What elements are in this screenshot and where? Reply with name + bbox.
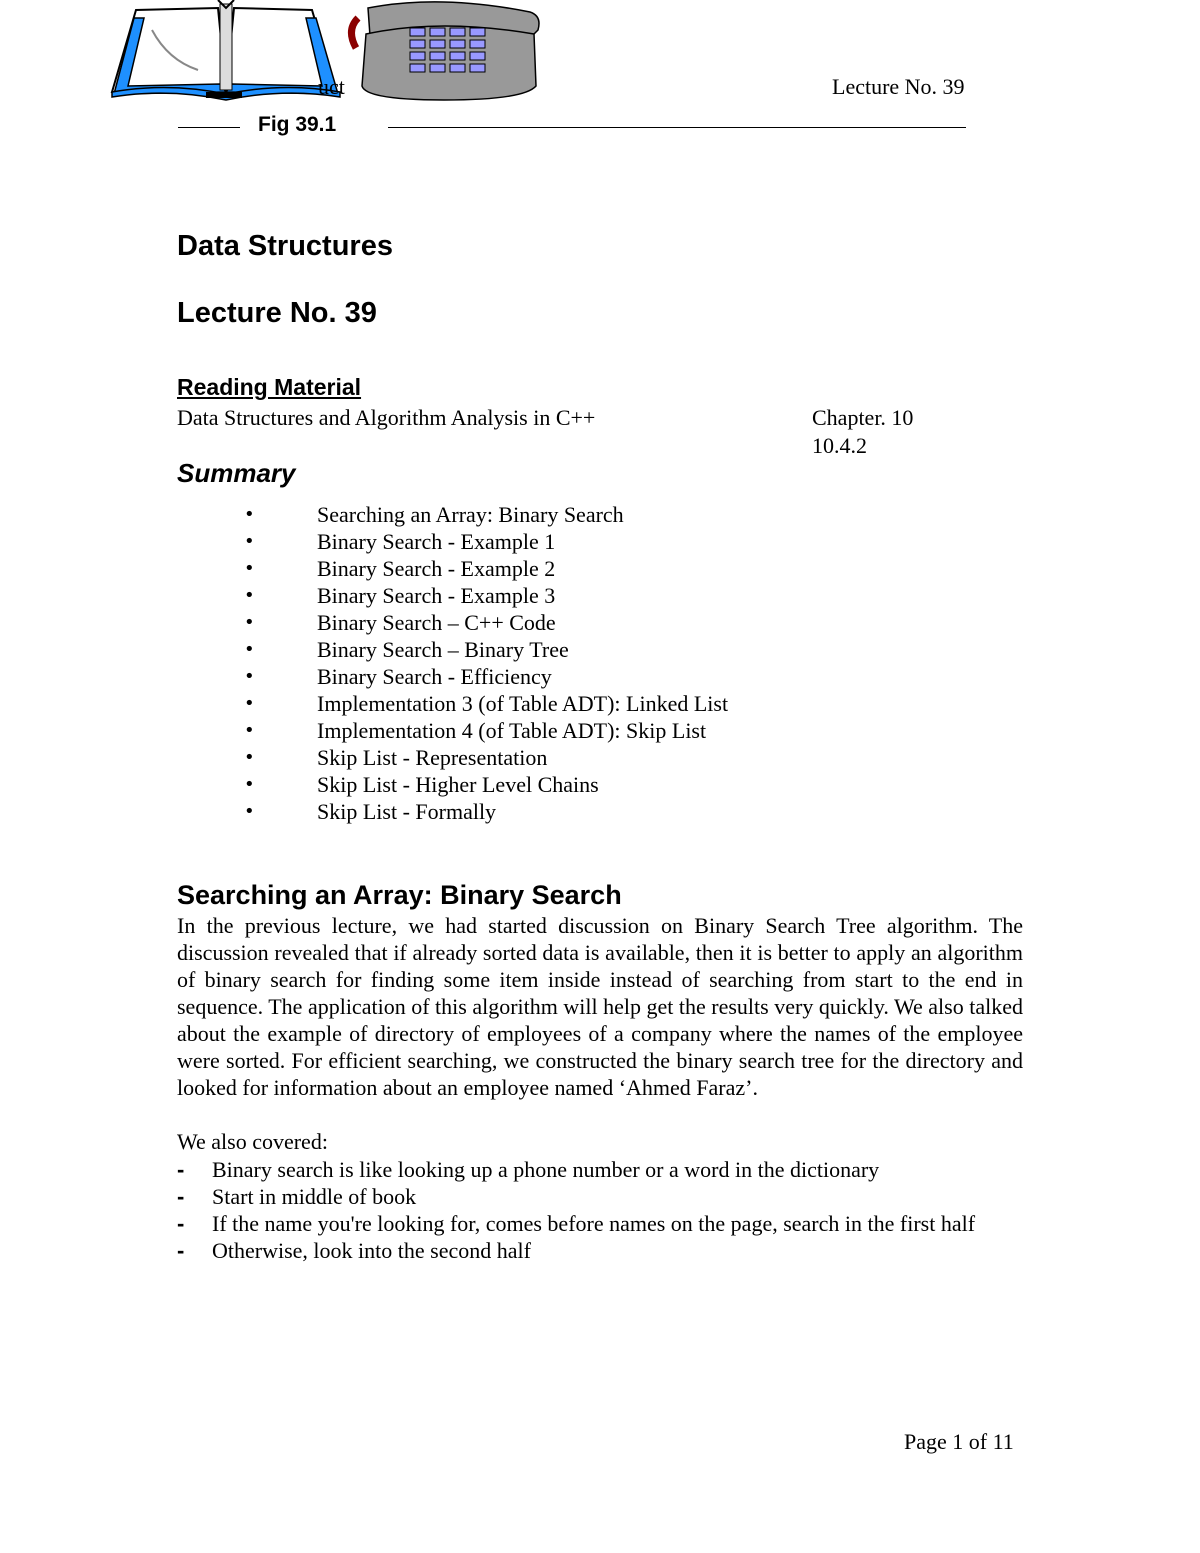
- summary-item-text: Skip List - Representation: [317, 745, 548, 770]
- summary-heading: Summary: [177, 458, 296, 488]
- covered-list: [177, 1156, 1023, 1264]
- summary-item-text: Binary Search - Example 3: [317, 583, 556, 608]
- summary-item-text: Binary Search - Efficiency: [317, 664, 552, 689]
- bullet-icon: •: [244, 639, 255, 660]
- open-book-icon: [108, 0, 344, 102]
- section-heading: Searching an Array: Binary Search: [177, 880, 622, 910]
- bullet-icon: •: [244, 558, 255, 579]
- reading-material-heading: Reading Material: [177, 374, 362, 400]
- page-number: Page 1 of 11: [904, 1429, 1014, 1454]
- summary-item-text: Implementation 4 (of Table ADT): Skip List: [317, 718, 707, 743]
- section-paragraph: In the previous lecture, we had started discussion on Binary Search Tree algorithm. The discussion revealed that if already sorted data is available, then it is better to apply an algorithm of binary search for finding some item inside instead of searching from start to the end in sequence. The application of this algorithm will help get the results very quickly. We also talked about the example of directory of employees of a company where the names of the employee were sorted. For efficient searching, we constructed the binary search tree for the directory and looked for information about an employee named ‘Ahmed Faraz’.: [177, 913, 1023, 1100]
- figure-caption: Fig 39.1: [258, 113, 337, 136]
- covered-item-text: If the name you're looking for, comes before names on the page, search in the first half: [212, 1211, 976, 1236]
- figure-rule-right: [388, 127, 966, 128]
- bullet-icon: •: [244, 720, 255, 741]
- list-item: [177, 1156, 1023, 1183]
- summary-item-text: Skip List - Higher Level Chains: [317, 772, 599, 797]
- bullet-icon: •: [244, 531, 255, 552]
- reading-chapter: Chapter. 10: [812, 405, 914, 430]
- bullet-icon: •: [244, 585, 255, 606]
- summary-item-text: Binary Search - Example 1: [317, 529, 556, 554]
- covered-label: We also covered:: [177, 1129, 328, 1154]
- lecture-title: Lecture No. 39: [177, 297, 377, 329]
- covered-item-text: Otherwise, look into the second half: [212, 1238, 531, 1263]
- figure-rule-left: [178, 127, 240, 128]
- bullet-icon: •: [244, 747, 255, 768]
- header-course-text: uct: [318, 74, 345, 99]
- list-item: [177, 1210, 1023, 1237]
- summary-item-text: Binary Search – Binary Tree: [317, 637, 569, 662]
- reading-section: 10.4.2: [812, 433, 867, 458]
- dash-bullet-icon: -: [177, 1238, 185, 1263]
- summary-item-text: Binary Search - Example 2: [317, 556, 556, 581]
- bullet-icon: •: [244, 693, 255, 714]
- list-item: [177, 1183, 1023, 1210]
- page-title: Data Structures: [177, 230, 393, 262]
- summary-item-text: Binary Search – C++ Code: [317, 610, 556, 635]
- bullet-icon: •: [244, 801, 255, 822]
- bullet-icon: •: [244, 774, 255, 795]
- bullet-icon: •: [244, 504, 255, 525]
- dash-bullet-icon: -: [177, 1157, 185, 1182]
- reading-book-title: Data Structures and Algorithm Analysis in C++: [177, 405, 596, 430]
- dash-bullet-icon: -: [177, 1211, 185, 1236]
- covered-item-text: Start in middle of book: [212, 1184, 417, 1209]
- summary-item-text: Skip List - Formally: [317, 799, 497, 824]
- bullet-icon: •: [244, 612, 255, 633]
- summary-item-text: Implementation 3 (of Table ADT): Linked List: [317, 691, 729, 716]
- dash-bullet-icon: -: [177, 1184, 185, 1209]
- covered-item-text: Binary search is like looking up a phone number or a word in the dictionary: [212, 1157, 880, 1182]
- summary-item-text: Searching an Array: Binary Search: [317, 502, 624, 527]
- telephone-icon: [344, 0, 544, 102]
- header-lecture-number: Lecture No. 39: [832, 74, 965, 99]
- list-item: [177, 1237, 1023, 1264]
- bullet-icon: •: [244, 666, 255, 687]
